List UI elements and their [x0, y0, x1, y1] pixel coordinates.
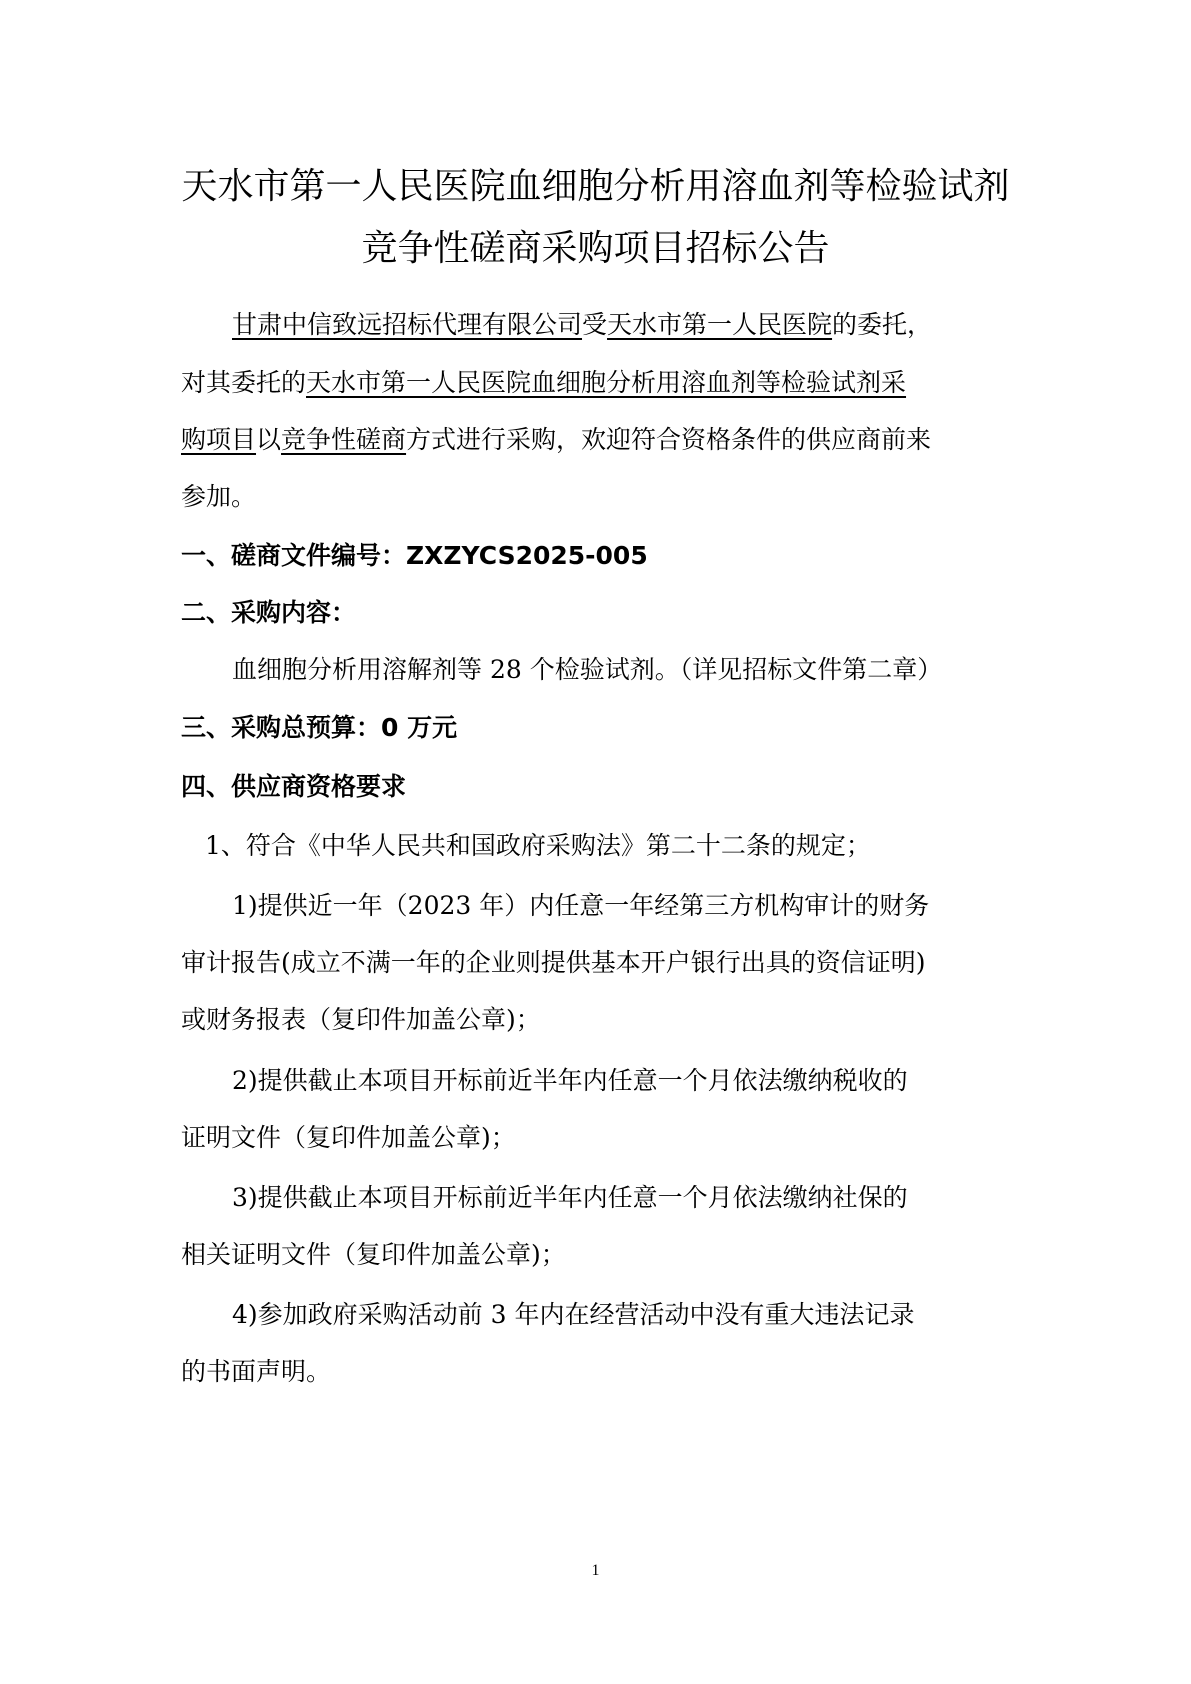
- title-line-1: 天水市第一人民医院血细胞分析用溶血剂等检验试剂: [181, 166, 1010, 207]
- requirement-sub-1-line-3: 或财务报表（复印件加盖公章)；: [181, 1005, 541, 1034]
- procurement-content: 血细胞分析用溶解剂等 28 个检验试剂。（详见招标文件第二章）: [232, 655, 943, 684]
- requirement-sub-4-line-2: 的书面声明。: [181, 1357, 332, 1386]
- procurement-method: 竞争性磋商: [281, 425, 407, 454]
- title-line-2: 竞争性磋商采购项目招标公告: [361, 228, 830, 269]
- requirement-sub-3-line-2: 相关证明文件（复印件加盖公章)；: [181, 1240, 566, 1269]
- intro-text: 以: [256, 425, 282, 454]
- intro-text: 受: [582, 310, 608, 339]
- intro-text: 方式进行采购，欢迎符合资格条件的供应商前来: [406, 425, 932, 454]
- section-1-label: 一、磋商文件编号：: [181, 541, 407, 570]
- section-2-heading: 二、采购内容：: [181, 598, 357, 627]
- requirement-sub-2-line-2: 证明文件（复印件加盖公章)；: [181, 1123, 516, 1152]
- intro-line-2: [181, 367, 1021, 399]
- project-name: 天水市第一人民医院血细胞分析用溶血剂等检验试剂采: [306, 368, 907, 397]
- intro-line-1: [232, 309, 1072, 341]
- requirement-sub-2-line-1: 2)提供截止本项目开标前近半年内任意一个月依法缴纳税收的: [232, 1066, 908, 1095]
- requirement-item-1: 1、符合《中华人民共和国政府采购法》第二十二条的规定；: [205, 831, 871, 860]
- section-4-heading: 四、供应商资格要求: [181, 772, 407, 801]
- requirement-sub-4-line-1: 4)参加政府采购活动前 3 年内在经营活动中没有重大违法记录: [232, 1300, 915, 1329]
- requirement-sub-1-line-2: 审计报告(成立不满一年的企业则提供基本开户银行出具的资信证明): [181, 948, 926, 977]
- intro-line-3: [181, 424, 1021, 456]
- requirement-sub-1-line-1: 1)提供近一年（2023 年）内任意一年经第三方机构审计的财务: [232, 891, 930, 920]
- document-number: ZXZYCS2025-005: [406, 541, 648, 570]
- section-3-heading: 三、采购总预算：0 万元: [181, 713, 458, 742]
- requirement-sub-3-line-1: 3)提供截止本项目开标前近半年内任意一个月依法缴纳社保的: [232, 1183, 908, 1212]
- page-number: 1: [591, 1562, 600, 1579]
- agency-name: 甘肃中信致远招标代理有限公司: [232, 310, 583, 339]
- intro-text: 对其委托的: [181, 368, 307, 397]
- project-name: 购项目: [181, 425, 257, 454]
- section-1-heading: [181, 540, 1021, 572]
- intro-line-4: 参加。: [181, 482, 257, 511]
- intro-text: 的委托，: [832, 310, 933, 339]
- purchaser-name: 天水市第一人民医院: [607, 310, 833, 339]
